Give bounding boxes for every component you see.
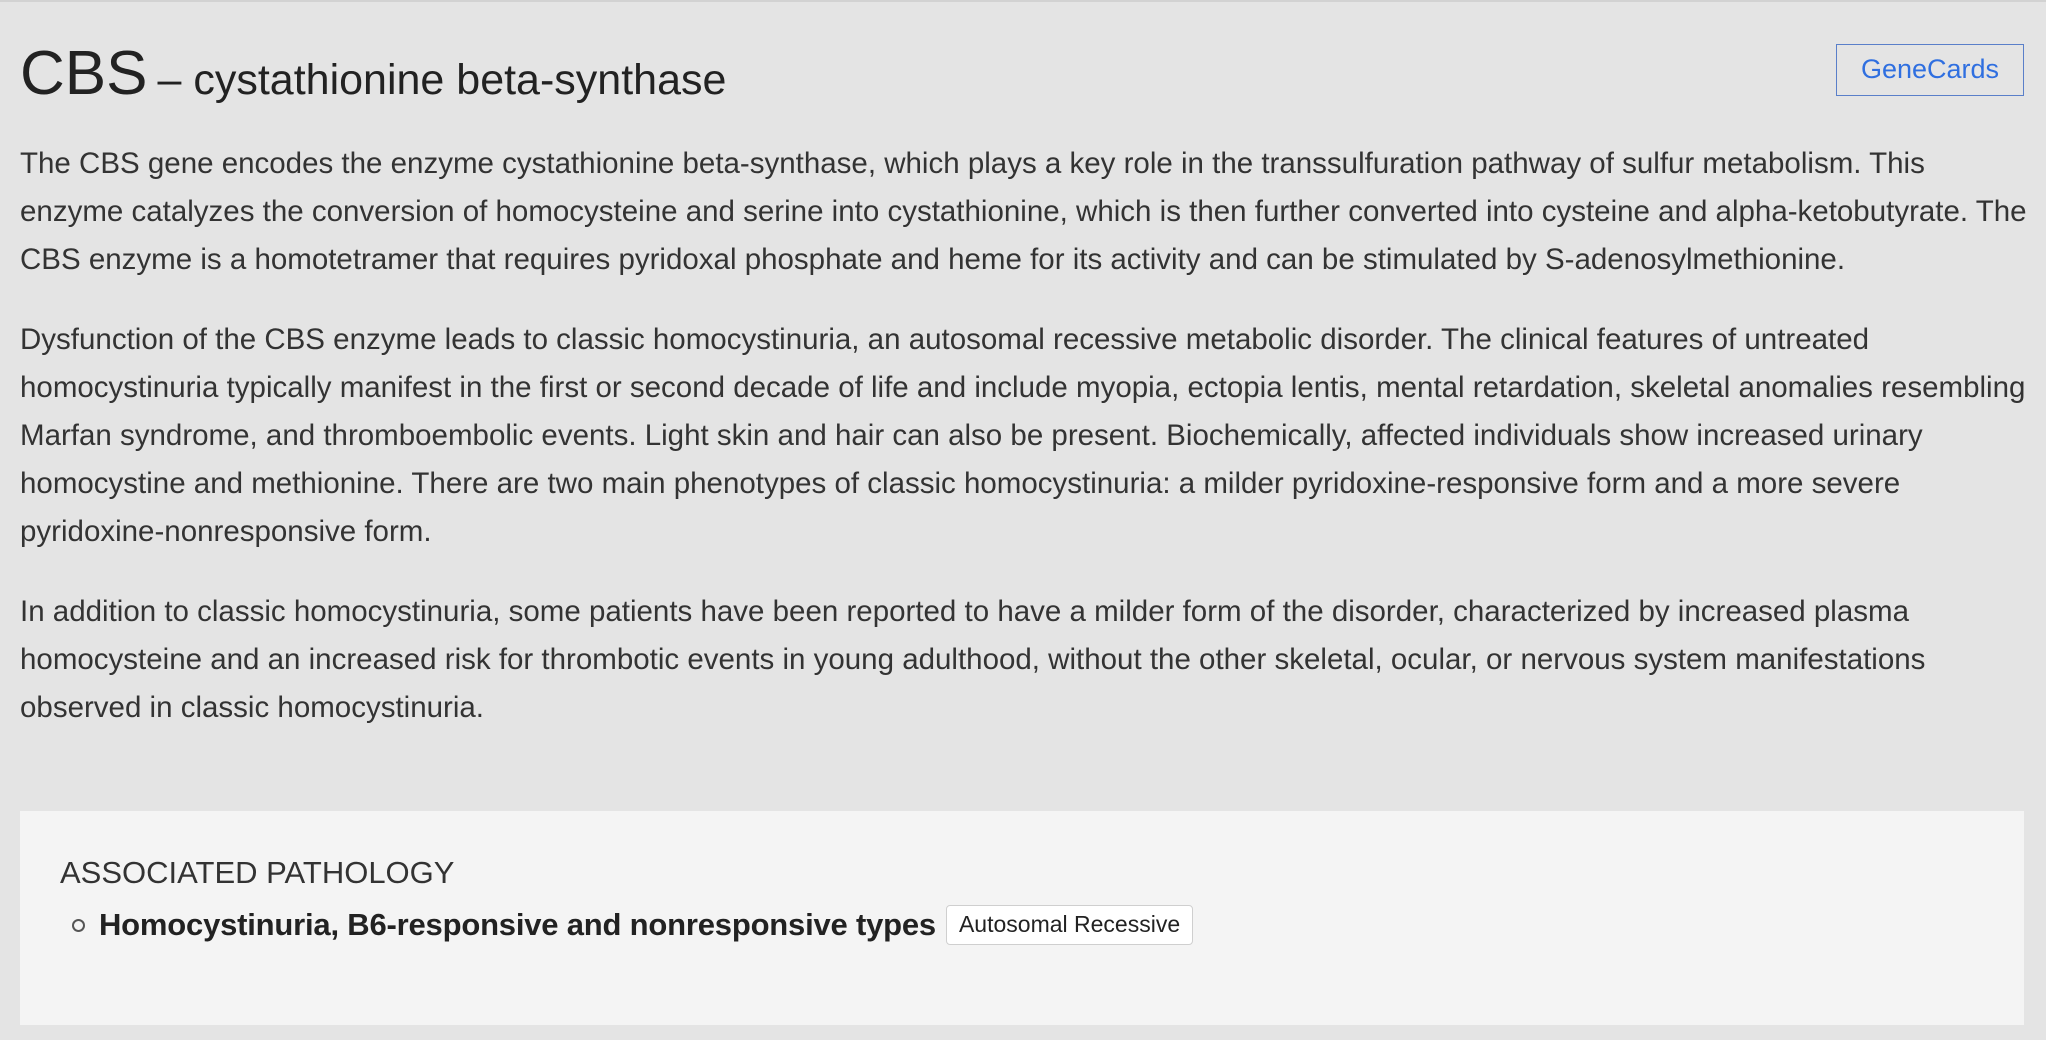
associated-pathology-panel	[20, 811, 2024, 1025]
gene-description	[20, 140, 2030, 764]
inheritance-badge: Autosomal Recessive	[946, 905, 1193, 945]
circle-bullet-icon	[72, 919, 85, 932]
description-paragraph: In addition to classic homocystinuria, some patients have been reported to have a milder form of the disorder, characterized by increased plasma homocysteine and an increased risk for thrombotic events in young adulthood, without the other skeletal, ocular, or nervous system manifestations observed in classic homocystinuria.	[20, 595, 1926, 724]
genecards-link-button[interactable]: GeneCards	[1836, 44, 2024, 96]
list-item	[68, 903, 1193, 947]
disease-name: Homocystinuria, B6-responsive and nonresponsive types	[99, 907, 936, 942]
description-paragraph: Dysfunction of the CBS enzyme leads to classic homocystinuria, an autosomal recessive metabolic disorder. The clinical features of untreated homocystinuria typically manifest in the first or second decade of life and include myopia, ectopia lentis, mental retardation, skeletal anomalies resembling Marfan syndrome, and thromboembolic events. Light skin and hair can also be present. Biochemically, affected individuals show increased urinary homocystine and methionine. There are two main phenotypes of classic homocystinuria: a milder pyridoxine-responsive form and a more severe pyridoxine-nonresponsive form.	[20, 323, 2026, 548]
gene-symbol: CBS	[20, 39, 148, 108]
pathology-section-title: ASSOCIATED PATHOLOGY	[60, 855, 455, 890]
description-paragraph: The CBS gene encodes the enzyme cystathionine beta-synthase, which plays a key role in the transsulfuration pathway of sulfur metabolism. This enzyme catalyzes the conversion of homocysteine and serine into cystathionine, which is then further converted into cysteine and alpha-ketobutyrate. The CBS enzyme is a homotetramer that requires pyridoxal phosphate and heme for its activity and can be stimulated by S-adenosylmethionine.	[20, 147, 2027, 276]
gene-full-name: – cystathionine beta-synthase	[157, 56, 727, 104]
pathology-list	[68, 903, 1193, 947]
gene-header	[20, 34, 1850, 114]
